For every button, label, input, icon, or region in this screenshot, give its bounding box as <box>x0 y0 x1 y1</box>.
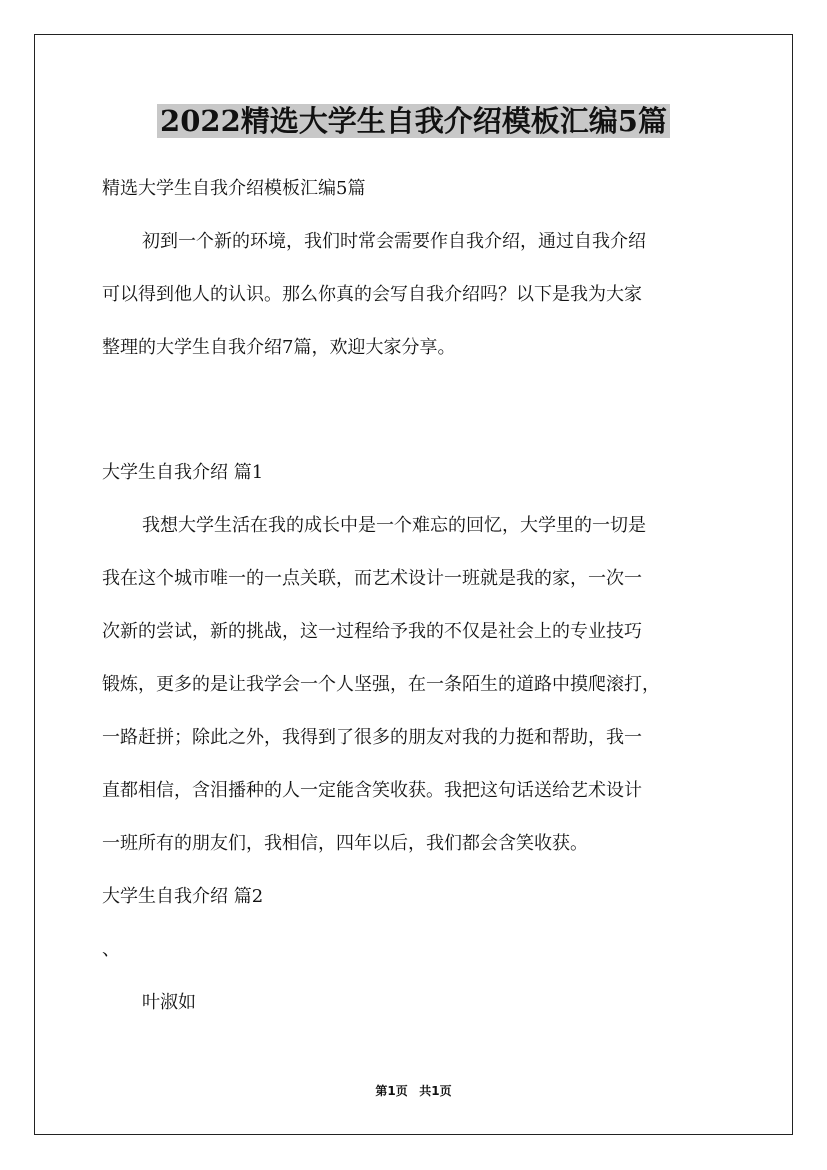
document-title-text: 2022精选大学生自我介绍模板汇编5篇 <box>157 104 670 138</box>
section-2-name: 叶淑如 <box>142 992 196 1013</box>
section-2-mark: 、 <box>102 939 120 960</box>
section-1-line-4: 锻炼，更多的是让我学会一个人坚强，在一条陌生的道路中摸爬滚打， <box>102 674 660 695</box>
page-footer <box>0 1083 827 1099</box>
section-1-line-1: 我想大学生活在我的成长中是一个难忘的回忆，大学里的一切是 <box>142 515 646 536</box>
section-1-line-7: 一班所有的朋友们，我相信，四年以后，我们都会含笑收获。 <box>102 833 588 854</box>
document-title <box>0 101 827 141</box>
page-number: 第1页 <box>375 1084 408 1098</box>
section-1-heading: 大学生自我介绍 篇1 <box>102 462 264 483</box>
section-1-line-2: 我在这个城市唯一的一点关联，而艺术设计一班就是我的家，一次一 <box>102 568 642 589</box>
page-total: 共1页 <box>419 1084 452 1098</box>
intro-line-1: 初到一个新的环境，我们时常会需要作自我介绍，通过自我介绍 <box>142 231 646 252</box>
section-1-line-3: 次新的尝试，新的挑战，这一过程给予我的不仅是社会上的专业技巧 <box>102 621 642 642</box>
intro-line-2: 可以得到他人的认识。那么你真的会写自我介绍吗？以下是我为大家 <box>102 284 642 305</box>
section-2-heading: 大学生自我介绍 篇2 <box>102 886 264 907</box>
subtitle: 精选大学生自我介绍模板汇编5篇 <box>102 178 366 199</box>
section-1-line-5: 一路赶拼；除此之外，我得到了很多的朋友对我的力挺和帮助，我一 <box>102 727 642 748</box>
intro-line-3: 整理的大学生自我介绍7篇，欢迎大家分享。 <box>102 337 456 358</box>
section-1-line-6: 直都相信，含泪播种的人一定能含笑收获。我把这句话送给艺术设计 <box>102 780 642 801</box>
document-body <box>102 172 732 1020</box>
